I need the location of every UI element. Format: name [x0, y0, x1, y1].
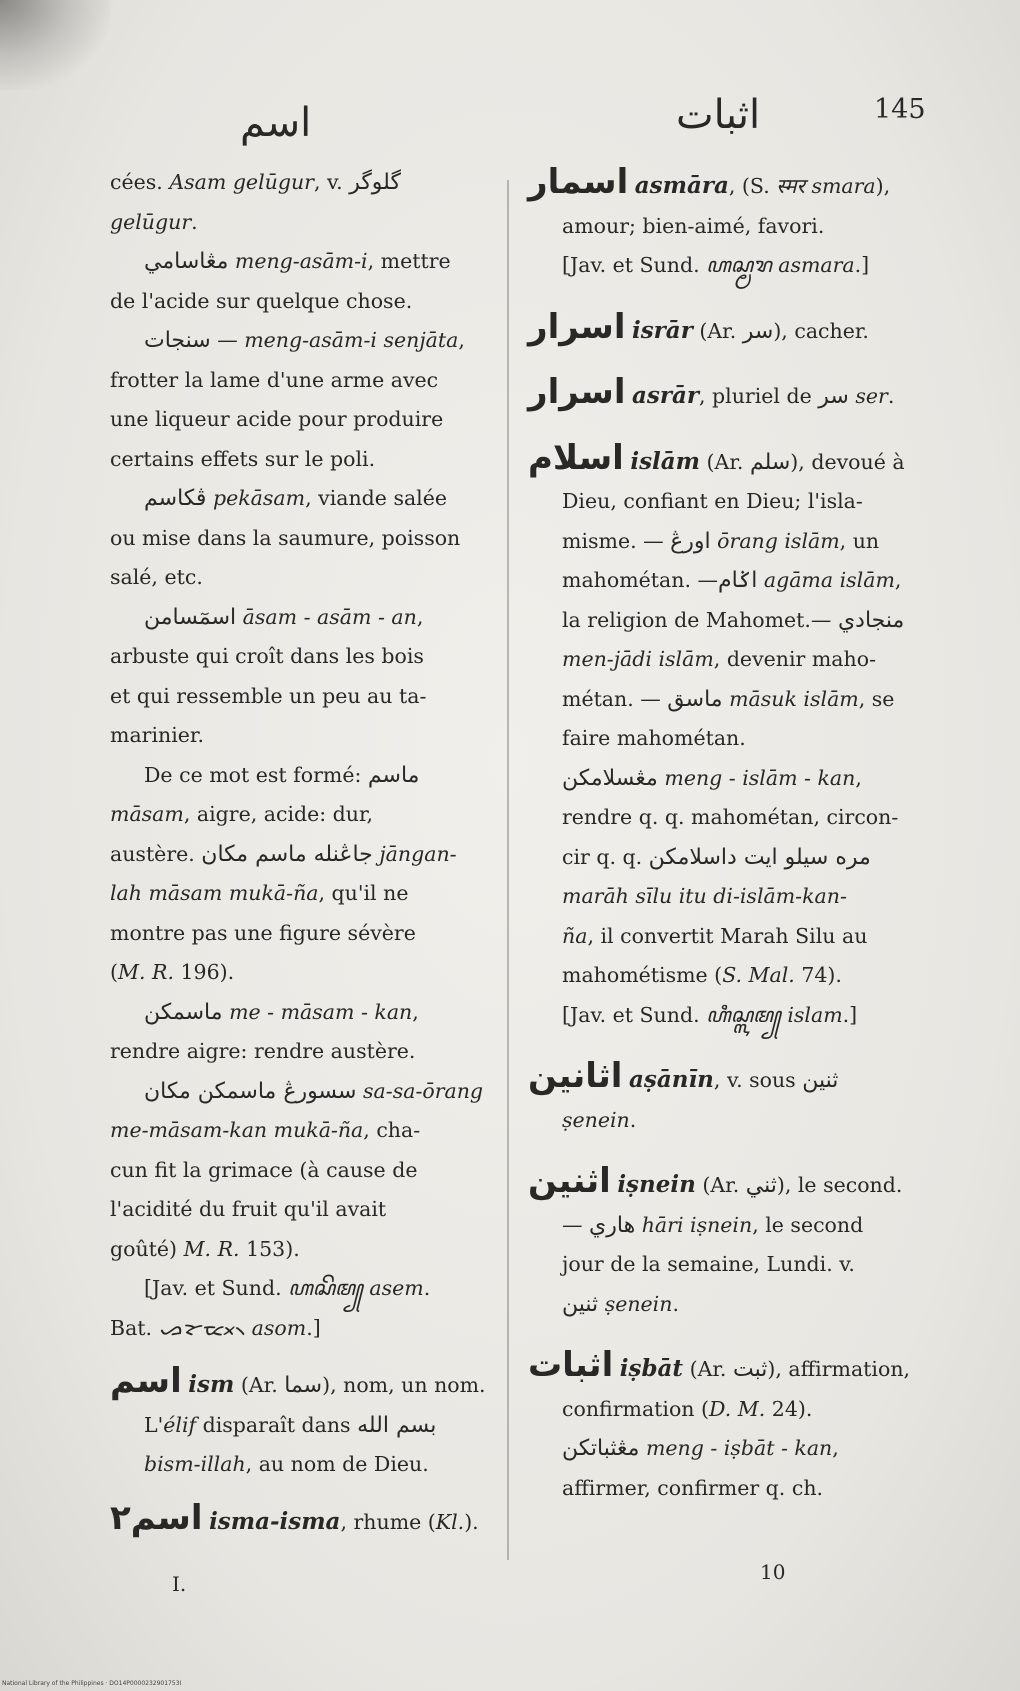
text-line [528, 640, 920, 680]
plain-text: , v. sous [713, 1068, 803, 1092]
plain-text: métan. — [562, 686, 668, 711]
plain-text: 153). [239, 1236, 300, 1261]
headword-roman: isrār [632, 316, 693, 344]
plain-text: , rhume ( [340, 1509, 436, 1534]
text-line [528, 917, 920, 957]
text-line [528, 798, 920, 838]
plain-text: ), [875, 174, 891, 198]
arabic-text: ثني [745, 1173, 777, 1198]
plain-text: , un [839, 528, 880, 553]
plain-text: , qu'il ne [318, 881, 409, 905]
headword-roman: iṣnein [617, 1171, 696, 1198]
text-line [110, 598, 492, 638]
text-line [110, 242, 492, 282]
headword-arabic: اثبات [528, 1345, 614, 1385]
native-script: स्मर [776, 174, 805, 198]
plain-text: amour; bien-aimé, favori. [562, 213, 825, 238]
text-line [110, 400, 492, 440]
arabic-text: سر [818, 384, 849, 409]
italic-text: me - māsam - kan [229, 999, 413, 1024]
italic-text: asom [251, 1315, 307, 1340]
plain-text: de l'acide sur quelque chose. [110, 288, 413, 313]
page-number: 145 [874, 94, 926, 125]
text-line [528, 373, 920, 417]
plain-text: — [210, 328, 245, 352]
arabic-text: اورڠ [670, 528, 711, 554]
plain-text: (Ar. [683, 1357, 733, 1381]
plain-text: cir q. q. [562, 844, 649, 869]
plain-text: goûté) [110, 1236, 184, 1261]
plain-text: , cha- [363, 1118, 421, 1142]
text-line [110, 479, 492, 519]
italic-text: ōrang islām [717, 528, 840, 553]
plain-text: , v. [313, 170, 350, 194]
text-line [110, 914, 492, 954]
italic-text: āsam - asām - an [242, 604, 417, 629]
plain-text: Bat. [110, 1315, 159, 1340]
italic-text: agāma islām [763, 568, 895, 592]
italic-text: Kl. [435, 1509, 465, 1534]
header-left-arabic: اسم [240, 100, 312, 146]
text-line [528, 1429, 920, 1469]
plain-text: De ce mot est formé: [144, 762, 368, 787]
arabic-text: ثبت [732, 1357, 768, 1382]
text-line [110, 163, 492, 203]
text-line [528, 1346, 920, 1390]
headword-arabic: اثنين [528, 1161, 611, 1201]
italic-text: meng-asām-i [234, 249, 368, 273]
headword-arabic: اسم٢ [110, 1497, 203, 1538]
native-script: ꦲꦶꦱ꧀ꦭꦩ꧀ [706, 1002, 781, 1027]
text-line [110, 795, 492, 835]
text-line [110, 1032, 492, 1072]
plain-text: , aigre, acide: dur, [183, 802, 374, 826]
plain-text: 74). [794, 963, 842, 987]
text-line [110, 756, 492, 796]
arabic-text: اݢام [717, 568, 758, 593]
arabic-text: ثنين [562, 1291, 599, 1317]
plain-text: , le second [752, 1212, 864, 1237]
headword-roman: isma-isma [209, 1507, 341, 1535]
plain-text: , il convertit Marah Silu au [587, 923, 868, 948]
italic-text: islam [787, 1002, 843, 1027]
native-script: ꦲꦱꦼꦩ꧀ [288, 1276, 363, 1300]
text-line [110, 993, 492, 1033]
text-line [528, 1206, 920, 1246]
plain-text: marinier. [110, 723, 204, 747]
plain-text: .] [854, 253, 870, 277]
footer-credit: National Library of the Philippines · DO14P0000232901753I [2, 1680, 182, 1687]
plain-text: , [412, 999, 419, 1024]
plain-text: [Jav. et Sund. [144, 1276, 289, 1300]
italic-text: meng - islām - kan [664, 765, 856, 790]
arabic-text: سما [284, 1373, 323, 1398]
native-script: ᯀᯘᯬᯔ᯲ [158, 1315, 246, 1340]
column-divider [507, 180, 509, 1560]
italic-text: bism-illah [144, 1452, 246, 1476]
italic-text: māsam [110, 802, 184, 826]
text-line [110, 716, 492, 756]
text-line [528, 996, 920, 1036]
italic-text: men-jādi islām [562, 647, 714, 671]
plain-text: cun fit la grimace (à cause de [110, 1157, 418, 1182]
arabic-text: گلوگر [349, 170, 401, 195]
italic-text: élif [163, 1412, 197, 1437]
plain-text: , [894, 568, 902, 592]
text-line [110, 282, 492, 322]
plain-text: . [629, 1107, 637, 1132]
plain-text: .] [306, 1315, 321, 1340]
headword-arabic: اسرار [528, 372, 626, 412]
headword-arabic: اسلام [528, 437, 624, 478]
italic-text: S. Mal. [722, 963, 795, 987]
plain-text: une liqueur acide pour produire [110, 407, 444, 431]
plain-text: confirmation ( [562, 1396, 710, 1421]
plain-text: misme. — [562, 528, 671, 553]
plain-text: ou mise dans la saumure, poisson [110, 525, 461, 550]
text-line [110, 953, 492, 993]
italic-text: ña [562, 923, 588, 948]
plain-text: (Ar. [700, 449, 750, 474]
arabic-text: جاڠنله ماسم مكان [201, 841, 373, 867]
text-line [110, 874, 492, 914]
text-line [528, 680, 920, 720]
arabic-text: مره سيلو ايت داسلامكن [648, 844, 871, 870]
text-line [528, 522, 920, 562]
headword-roman: islām [630, 447, 701, 475]
arabic-text: منجادي [837, 607, 905, 633]
text-line [528, 759, 920, 799]
text-line [110, 1151, 492, 1191]
plain-text: . [672, 1291, 679, 1316]
arabic-text: ماسم [367, 762, 420, 788]
plain-text: , (S. [728, 174, 777, 198]
plain-text: jour de la semaine, Lundi. v. [562, 1252, 855, 1276]
plain-text: , [832, 1436, 839, 1460]
italic-text: me-māsam-kan mukā-ña [110, 1118, 364, 1142]
arabic-text: ماسمكن [144, 999, 223, 1025]
plain-text: . [887, 384, 895, 408]
text-line [110, 1111, 492, 1151]
plain-text: mahométan. — [562, 568, 718, 592]
text-line [528, 838, 920, 878]
text-line [528, 163, 920, 207]
text-line [110, 1072, 492, 1112]
plain-text: [Jav. et Sund. [562, 253, 707, 277]
plain-text: arbuste qui croît dans les bois [110, 644, 424, 668]
plain-text: L' [144, 1412, 164, 1437]
arabic-text: بسم الله [357, 1412, 437, 1438]
text-line [528, 956, 920, 996]
italic-text: marāh sīlu itu di-islām-kan- [562, 884, 847, 908]
left-column [110, 163, 492, 1542]
headword-arabic: اسرار [528, 306, 626, 347]
text-line [528, 601, 920, 641]
arabic-text: ڤكاسم [144, 486, 207, 511]
plain-text: Dieu, confiant en Dieu; l'isla- [562, 489, 863, 513]
text-line [528, 719, 920, 759]
plain-text: rendre q. q. mahométan, circon- [562, 805, 899, 829]
right-column [528, 163, 920, 1508]
plain-text: mahométisme ( [562, 963, 723, 987]
text-line [528, 561, 920, 601]
plain-text: (Ar. [695, 1173, 746, 1197]
plain-text: ( [110, 960, 118, 984]
plain-text: , viande salée [305, 486, 448, 510]
text-line [528, 1285, 920, 1325]
plain-text: . [191, 209, 198, 234]
italic-text: pekāsam [212, 486, 306, 510]
plain-text: rendre aigre: rendre austère. [110, 1039, 416, 1063]
italic-text: māsuk islām [729, 686, 859, 711]
plain-text: 24). [765, 1396, 813, 1421]
italic-text: sa-sa-ōrang [363, 1078, 484, 1103]
text-line [528, 308, 920, 352]
text-line [110, 1309, 492, 1349]
arabic-text: ماسق [667, 686, 723, 712]
headword-arabic: اسم [110, 1361, 182, 1401]
arabic-text: مڠسلامكن [562, 765, 658, 791]
arabic-text: ثنين [802, 1068, 839, 1093]
text-line [110, 440, 492, 480]
plain-text: salé, etc. [110, 565, 203, 589]
text-line [110, 203, 492, 243]
plain-text: ), devoué à [790, 449, 905, 474]
italic-text: Asam gelūgur [169, 170, 314, 194]
plain-text: — [562, 1212, 590, 1237]
italic-text: M. R. [183, 1236, 240, 1261]
italic-text: jāngan- [379, 841, 457, 866]
plain-text: et qui ressemble un peu au ta- [110, 683, 427, 708]
text-line [528, 1101, 920, 1141]
header-right-arabic: اثبات [676, 92, 761, 138]
plain-text: ), cacher. [773, 318, 869, 343]
plain-text: ), le second. [776, 1173, 903, 1197]
plain-text: ), nom, un nom. [322, 1373, 486, 1397]
text-line [110, 1499, 492, 1543]
plain-text: ). [464, 1509, 479, 1534]
arabic-text: مڠاسامي [144, 249, 229, 274]
text-line [110, 1190, 492, 1230]
plain-text: l'acidité du fruit qu'il avait [110, 1197, 387, 1221]
signature-right: 10 [760, 1560, 786, 1584]
plain-text: , se [858, 686, 895, 711]
arabic-text: سسورڠ ماسمكن مكان [144, 1078, 357, 1104]
headword-roman: iṣbāt [619, 1355, 684, 1382]
text-line [110, 361, 492, 401]
plain-text: .] [842, 1002, 858, 1027]
italic-text: meng-asām-i senjāta [244, 328, 459, 352]
headword-arabic: اثانين [528, 1056, 623, 1096]
text-line [528, 207, 920, 247]
plain-text: , pluriel de [699, 384, 819, 408]
italic-text: M. R. [118, 960, 174, 984]
plain-text: la religion de Mahomet.— [562, 607, 838, 632]
plain-text: faire mahométan. [562, 726, 746, 750]
plain-text: , mettre [367, 249, 451, 273]
text-line [110, 637, 492, 677]
italic-text: gelūgur [110, 209, 192, 234]
headword-roman: aṣānīn [628, 1066, 714, 1093]
plain-text: , au nom de Dieu. [245, 1452, 429, 1476]
italic-text: smara [811, 174, 876, 198]
italic-text: lah māsam mukā-ña [110, 881, 319, 905]
plain-text: montre pas une figure sévère [110, 920, 416, 945]
plain-text: affirmer, confirmer q. ch. [562, 1475, 824, 1500]
plain-text: , devenir maho- [713, 647, 876, 671]
text-line [528, 1390, 920, 1430]
text-line [528, 1469, 920, 1509]
italic-text: asmara [778, 253, 855, 277]
arabic-text: سلم [749, 449, 791, 475]
text-line [110, 321, 492, 361]
text-line [528, 1057, 920, 1101]
headword-roman: ism [188, 1371, 235, 1398]
plain-text: austère. [110, 841, 202, 866]
text-line [528, 877, 920, 917]
plain-text: frotter la lame d'une arme avec [110, 367, 439, 392]
text-line [110, 1230, 492, 1270]
text-line [110, 1445, 492, 1485]
text-line [110, 1406, 492, 1446]
italic-text: hāri iṣnein [641, 1212, 753, 1237]
plain-text: (Ar. [692, 318, 743, 343]
italic-text: meng - iṣbāt - kan [645, 1436, 833, 1460]
italic-text: D. M. [709, 1396, 766, 1421]
plain-text: [Jav. et Sund. [562, 1002, 707, 1027]
italic-text: ṣenein [562, 1107, 630, 1132]
plain-text: certains effets sur le poli. [110, 446, 376, 471]
plain-text: ), affirmation, [767, 1357, 911, 1381]
text-line [110, 1362, 492, 1406]
arabic-text: سر [742, 318, 774, 344]
arabic-text: هاري [589, 1212, 636, 1238]
plain-text: , [855, 765, 862, 790]
text-line [110, 558, 492, 598]
text-line [110, 835, 492, 875]
italic-text: ser [855, 384, 888, 408]
headword-arabic: اسمار [528, 162, 629, 202]
plain-text: . [423, 1276, 431, 1300]
plain-text: cées. [110, 170, 170, 194]
arabic-text: مڠثباتكن [562, 1436, 640, 1461]
text-line [528, 482, 920, 522]
scan-shadow [0, 0, 110, 90]
text-line [110, 677, 492, 717]
headword-roman: asmāra [634, 172, 729, 199]
plain-text: 196). [173, 960, 235, 984]
text-line [528, 439, 920, 483]
italic-text: ṣenein [604, 1291, 673, 1316]
text-line [110, 1269, 492, 1309]
text-line [528, 246, 920, 286]
headword-roman: asrār [632, 382, 699, 409]
text-line [110, 519, 492, 559]
plain-text: , [416, 604, 424, 629]
plain-text: disparaît dans [196, 1412, 358, 1437]
text-line [528, 1245, 920, 1285]
native-script: ꦲꦱ꧀ꦩꦫ [706, 253, 772, 277]
text-line [528, 1162, 920, 1206]
arabic-text: سنجات [144, 328, 211, 353]
arabic-text: اسمٓسامن [144, 604, 237, 630]
signature-left: I. [172, 1572, 187, 1596]
plain-text: , [458, 328, 465, 352]
italic-text: asem [369, 1276, 424, 1300]
plain-text: (Ar. [234, 1373, 285, 1397]
